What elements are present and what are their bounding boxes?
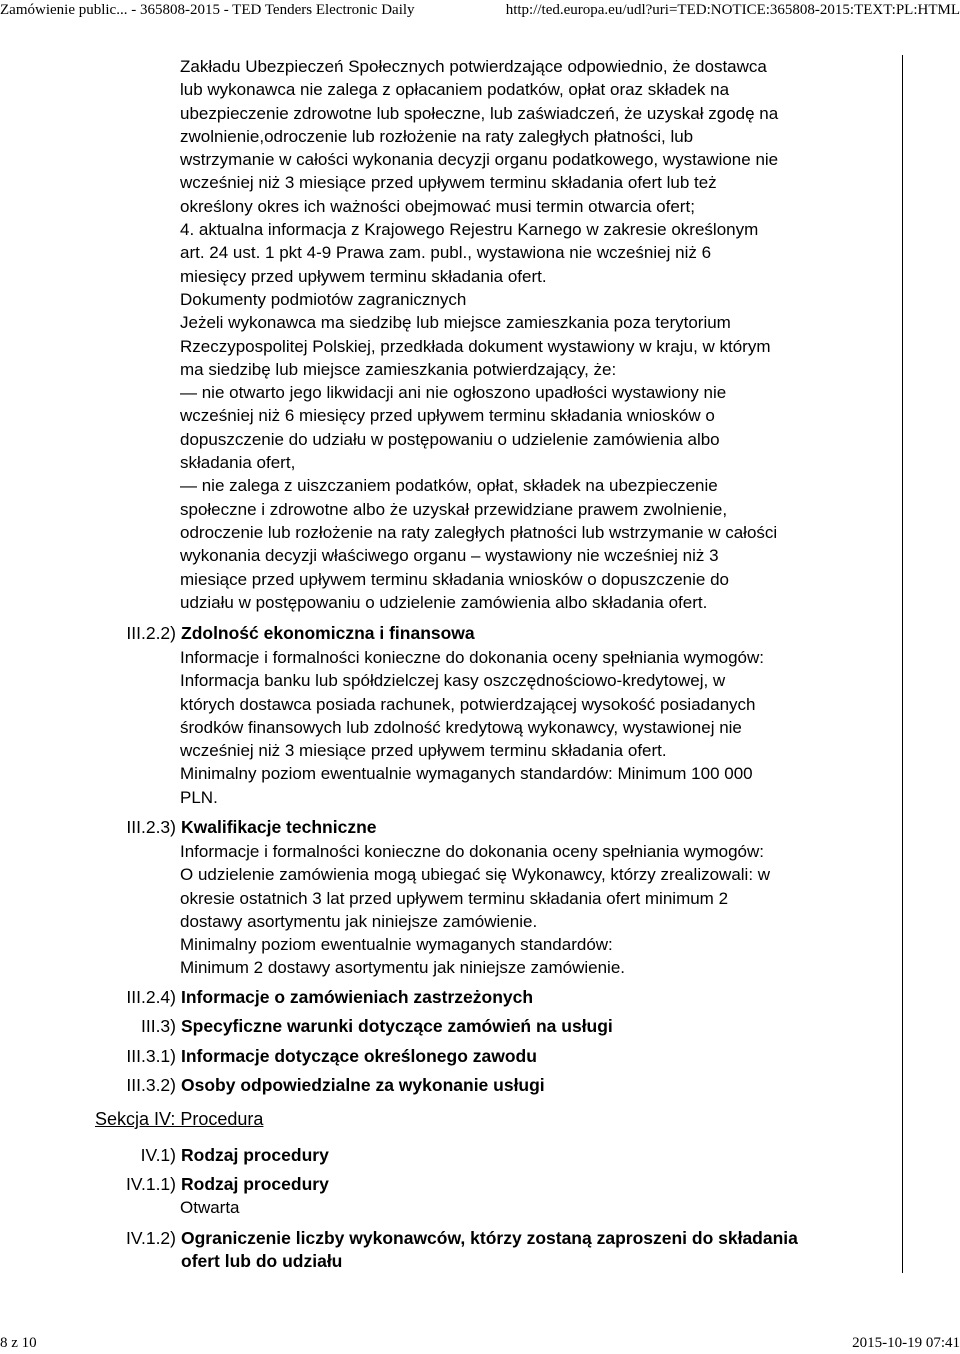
text-line: — nie zalega z uiszczaniem podatków, opłat, składek na ubezpieczenie [180,476,718,496]
text-line: PLN. [180,787,218,807]
text-line: wstrzymanie w całości wykonania decyzji organu podatkowego, wystawione nie [180,150,779,170]
text-line: dopuszczenie do udziału w postępowaniu o udzielenie zamówienia albo [180,429,720,449]
section-title: Rodzaj procedury [181,1174,329,1194]
section-iii-2-2-body [180,646,880,809]
section-number: III.2.3) [126,817,176,837]
text-line: społeczne i zdrowotne albo że uzyskał przewidziane prawem zwolnienie, [180,499,728,519]
text-line: Rzeczypospolitej Polskiej, przedkłada dokument wystawiony w kraju, w którym [180,336,771,356]
section-iii-2-3-body [180,840,880,980]
text-line: określony okres ich ważności obejmować musi termin otwarcia ofert; [180,196,695,216]
section-iv-1-1-body [180,1196,880,1219]
text-line: Jeżeli wykonawca ma siedzibę lub miejsce zamieszkania poza terytorium [180,313,731,333]
section-number: IV.1.2) [126,1228,176,1248]
page-counter: 8 z 10 [0,1335,37,1351]
text-line: ma siedzibę lub miejsce zamieszkania potwierdzający, że: [180,359,617,379]
section-title: Informacje o zamówieniach zastrzeżonych [181,987,534,1007]
text-line: odroczenie lub rozłożenie na raty zaległych płatności lub wstrzymanie w całości [180,522,778,542]
section-number: III.3.1) [126,1046,176,1066]
print-datetime: 2015-10-19 07:41 [852,1335,960,1351]
section-title: Informacje dotyczące określonego zawodu [181,1046,537,1066]
text-line: O udzielenie zamówienia mogą ubiegać się Wykonawcy, którzy zrealizowali: w [180,865,771,885]
text-line: środków finansowych lub zdolność kredytową wykonawcy, wystawionej nie [180,717,742,737]
text-line: wcześniej niż 3 miesiące przed upływem terminu składania ofert. [180,741,667,761]
text-line: wykonania decyzji właściwego organu – wystawiony nie wcześniej niż 3 [180,546,719,566]
text-line: dostawy asortymentu jak niniejsze zamówienie. [180,911,538,931]
text-line: ubezpieczenie zdrowotne lub społeczne, lub zaświadczeń, że uzyskał zgodę na [180,103,779,123]
text-line: Dokumenty podmiotów zagranicznych [180,289,467,309]
text-line: Minimalny poziom ewentualnie wymaganych standardów: [180,935,613,955]
header-url[interactable]: http://ted.europa.eu/udl?uri=TED:NOTICE:365808-2015:TEXT:PL:HTML [505,2,960,18]
text-line: lub wykonawca nie zalega z opłacaniem podatków, opłat oraz składek na [180,80,730,100]
text-line: wcześniej niż 6 miesięcy przed upływem terminu składania wniosków o [180,406,715,426]
procedure-type-value: Otwarta [180,1198,240,1217]
section-title: Zdolność ekonomiczna i finansowa [181,623,475,643]
header-page-title: Zamówienie public... - 365808-2015 - TED Tenders Electronic Daily [0,2,415,18]
section-title-line: ofert lub do udziału [181,1251,343,1271]
text-line: 4. aktualna informacja z Krajowego Rejestru Karnego w zakresie określonym [180,220,759,240]
section-number: III.3.2) [126,1075,176,1095]
intro-paragraph [180,55,880,614]
text-line: Zakładu Ubezpieczeń Społecznych potwierdzające odpowiednio, że dostawca [180,57,767,76]
section-title: Kwalifikacje techniczne [181,817,377,837]
text-line: Informacje i formalności konieczne do dokonania oceny spełniania wymogów: [180,842,764,861]
text-line: Minimum 2 dostawy asortymentu jak niniejsze zamówienie. [180,958,626,978]
section-title-line: Ograniczenie liczby wykonawców, którzy zostaną zaproszeni do składania [181,1228,798,1248]
text-line: Informacja banku lub spółdzielczej kasy oszczędnościowo-kredytowej, w [180,671,726,691]
text-line: udziału w postępowaniu o udzielenie zamówienia albo składania ofert. [180,592,708,612]
text-line: zwolnienie,odroczenie lub rozłożenie na raty zaległych płatności, lub [180,126,694,146]
text-line: wcześniej niż 3 miesiące przed upływem terminu składania ofert lub też [180,173,717,193]
text-line: art. 24 ust. 1 pkt 4-9 Prawa zam. publ., wystawiona nie wcześniej niż 6 [180,243,712,263]
section-title: Osoby odpowiedzialne za wykonanie usługi [181,1075,545,1095]
text-line: okresie ostatnich 3 lat przed upływem terminu składania ofert minimum 2 [180,888,729,908]
section-number: III.3) [140,1016,176,1036]
section-title: Rodzaj procedury [181,1145,329,1165]
browser-print-footer [0,1332,960,1354]
section-title: Specyficzne warunki dotyczące zamówień na usługi [181,1016,613,1036]
text-line: składania ofert, [180,453,296,473]
section-number: IV.1.1) [126,1174,176,1194]
text-line: miesięcy przed upływem terminu składania ofert. [180,266,547,286]
text-line: Minimalny poziom ewentualnie wymaganych standardów: Minimum 100 000 [180,764,753,784]
right-margin-rule [902,55,903,1273]
section-number: III.2.2) [126,623,176,643]
text-line: — nie otwarto jego likwidacji ani nie ogłoszono upadłości wystawiony nie [180,383,727,403]
browser-print-header [0,0,960,20]
section-number: III.2.4) [126,987,176,1007]
section-iv-heading: Sekcja IV: Procedura [95,1109,264,1129]
text-line: miesiące przed upływem terminu składania wniosków o dopuszczenie do [180,569,729,589]
text-line: Informacje i formalności konieczne do dokonania oceny spełniania wymogów: [180,648,764,667]
text-line: których dostawca posiada rachunek, potwierdzającej wysokość posiadanych [180,694,756,714]
section-number: IV.1) [140,1145,176,1165]
